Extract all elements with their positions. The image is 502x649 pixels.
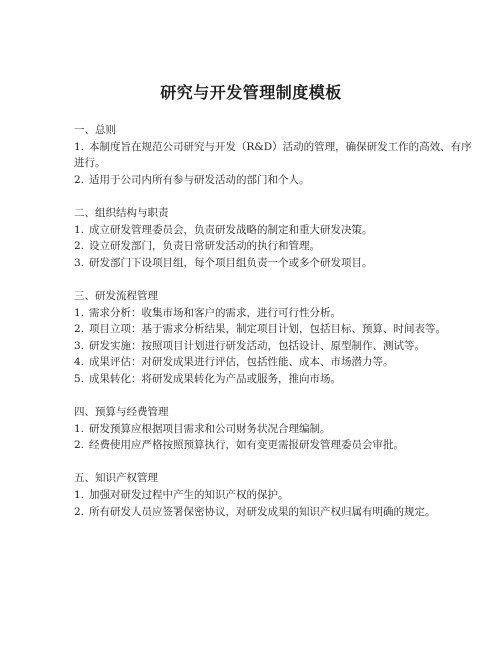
document-title: 研究与开发管理制度模板 <box>160 83 342 102</box>
item-number: 2. <box>74 240 85 253</box>
list-item <box>74 238 474 255</box>
section-heading: 二、组织结构与职责 <box>74 206 169 219</box>
item-number: 2. <box>74 173 85 186</box>
list-item <box>74 321 474 338</box>
list-item <box>74 305 474 322</box>
item-text: 研发实施：按照项目计划进行研发活动，包括设计、原型制作、测试等。 <box>89 339 425 352</box>
section-heading: 五、知识产权管理 <box>74 472 158 485</box>
list-item <box>74 139 474 172</box>
item-number: 3. <box>74 256 85 269</box>
list-item <box>74 487 474 504</box>
item-text: 项目立项：基于需求分析结果，制定项目计划，包括目标、预算、时间表等。 <box>89 323 446 336</box>
item-text: 所有研发人员应签署保密协议，对研发成果的知识产权归属有明确的规定。 <box>89 505 436 518</box>
section-heading: 三、研发流程管理 <box>74 289 158 302</box>
section-organization <box>74 205 474 271</box>
item-text: 成果评估：对研发成果进行评估，包括性能、成本、市场潜力等。 <box>89 356 394 369</box>
item-text: 成果转化：将研发成果转化为产品或服务，推向市场。 <box>89 372 341 385</box>
list-item <box>74 504 474 521</box>
item-text: 经费使用应严格按照预算执行，如有变更需报研发管理委员会审批。 <box>89 439 404 452</box>
item-number: 1. <box>74 223 85 236</box>
item-text: 研发预算应根据项目需求和公司财务状况合理编制。 <box>89 422 331 435</box>
document-body <box>74 122 474 537</box>
section-process <box>74 288 474 388</box>
item-number: 1. <box>74 140 85 153</box>
list-item <box>74 437 474 454</box>
item-text: 成立研发管理委员会，负责研发战略的制定和重大研发决策。 <box>89 223 373 236</box>
item-number: 3. <box>74 339 85 352</box>
list-item <box>74 371 474 388</box>
section-ip <box>74 470 474 520</box>
list-item <box>74 354 474 371</box>
section-heading: 四、预算与经费管理 <box>74 406 169 419</box>
item-number: 4. <box>74 356 85 369</box>
item-number: 1. <box>74 489 85 502</box>
item-text: 加强对研发过程中产生的知识产权的保护。 <box>89 489 289 502</box>
item-text: 设立研发部门，负责日常研发活动的执行和管理。 <box>89 240 320 253</box>
list-item <box>74 338 474 355</box>
item-text: 适用于公司内所有参与研发活动的部门和个人。 <box>89 173 310 186</box>
list-item <box>74 172 474 189</box>
item-number: 2. <box>74 505 85 518</box>
list-item <box>74 222 474 239</box>
item-number: 1. <box>74 422 85 435</box>
item-number: 2. <box>74 439 85 452</box>
item-number: 2. <box>74 323 85 336</box>
item-text: 本制度旨在规范公司研究与开发（R&D）活动的管理，确保研发工作的高效、有序进行。 <box>74 140 472 170</box>
section-heading: 一、总则 <box>74 124 116 136</box>
section-general <box>74 122 474 188</box>
list-item <box>74 421 474 438</box>
item-text: 研发部门下设项目组，每个项目组负责一个或多个研发项目。 <box>89 256 373 269</box>
item-number: 5. <box>74 372 85 385</box>
list-item <box>74 255 474 272</box>
section-budget <box>74 404 474 454</box>
item-number: 1. <box>74 306 85 319</box>
item-text: 需求分析：收集市场和客户的需求，进行可行性分析。 <box>89 306 341 319</box>
